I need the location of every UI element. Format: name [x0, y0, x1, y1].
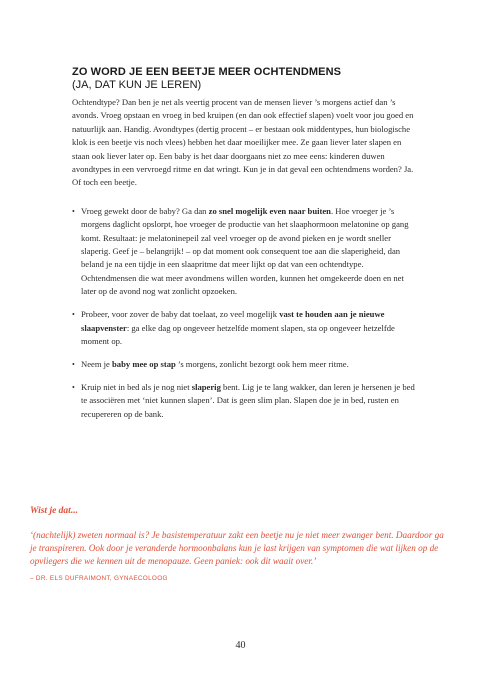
bullet-icon: •: [72, 359, 75, 369]
quote-attribution: – DR. ELS DUFRAIMONT, GYNAECOLOOG: [30, 575, 168, 582]
tip-emphasis: vast te houden aan je nieuwe slaapvenster: [81, 309, 385, 333]
wist-je-dat-box: [30, 506, 450, 582]
bullet-icon: •: [72, 382, 75, 392]
tip-item: [72, 381, 418, 421]
tip-text: ’s morgens, zonlicht bezorgt ook hem meer ritme.: [175, 358, 349, 369]
tip-text: . Hoe vroeger je ’s morgens daglicht opslorpt, hoe vroeger de productie van het slaaphormoon melatonine op gang komt. Resultaat: je melatoninepeil zal veel vroeger op de avond pieken en je wordt sneller slaperig. Geef je – belangrijk! – op dat moment ook consequent toe aan die slaperigheid, dan beland je na een tijdje in een slaapritme dat meer lijkt op dat van een ochtendtype. Ochtendmensen die wat meer avondmens willen worden, kunnen het omgekeerde doen en net later op de avond nog wat zonlicht opzoeken.: [81, 205, 409, 297]
tip-emphasis: slaperig: [191, 381, 221, 392]
tip-emphasis: baby mee op stap: [112, 358, 176, 369]
bullet-icon: •: [72, 206, 75, 216]
section-subtitle: (JA, DAT KUN JE LEREN): [72, 79, 202, 91]
tip-text: Neem je: [81, 358, 113, 369]
intro-paragraph: Ochtendtype? Dan ben je net als veertig procent van de mensen liever ’s morgens actief dan ’s avonds. Vroeg opstaan en vroeg in bed kruipen (en dan ook effectief slapen) voelt voor jou goed en natuurlijk aan. Handig. Avondtypes (dertig procent – er bestaan ook middentypes, hun biologische klok is een beetje vis noch vlees) hebben het daar moeilijker mee. Ze gaan liever later slapen en staan ook liever later op. Een baby is het daar doorgaans niet zo mee eens: kinderen duwen avondtypes in een vervroegd ritme en dat wringt. Kun je in dat geval een ochtendmens worden? Ja. Of toch een beetje.: [72, 97, 414, 188]
tip-text: bent. Lig je te lang wakker, dan leren je hersenen je bed te associëren met ‘niet kunnen slapen’. Dat is geen slim plan. Slapen doe je in bed, rusten en recupereren op de bank.: [81, 381, 415, 419]
tip-text: : ga elke dag op ongeveer hetzelfde moment slapen, sta op ongeveer hetzelfde moment op.: [81, 322, 395, 346]
tip-text: Vroeg gewekt door de baby? Ga dan: [81, 205, 209, 216]
tip-item: [72, 308, 418, 348]
wist-je-dat-heading: Wist je dat...: [30, 506, 78, 516]
expert-quote: ‘(nachtelijk) zweten normaal is? Je basistemperatuur zakt een beetje nu je niet meer zwanger bent. Daardoor ga je transpireren. Ook door je veranderde hormoonbalans kun je last krijgen van symptomen die wat lijken op de opvliegers die we kennen uit de menopauze. Geen paniek: ook dit waait over.’: [30, 530, 444, 566]
tip-text: Kruip niet in bed als je nog niet: [81, 381, 192, 392]
tip-emphasis: zo snel mogelijk even naar buiten: [208, 205, 331, 216]
tip-text: Probeer, voor zover de baby dat toelaat, zo veel mogelijk: [81, 309, 280, 320]
tip-item: [72, 205, 418, 299]
main-content: [72, 66, 418, 431]
tip-item: [72, 358, 418, 371]
tips-list: [72, 205, 418, 421]
section-title: ZO WORD JE EEN BEETJE MEER OCHTENDMENS: [72, 66, 342, 78]
page-number: 40: [235, 640, 246, 651]
bullet-icon: •: [72, 310, 75, 320]
